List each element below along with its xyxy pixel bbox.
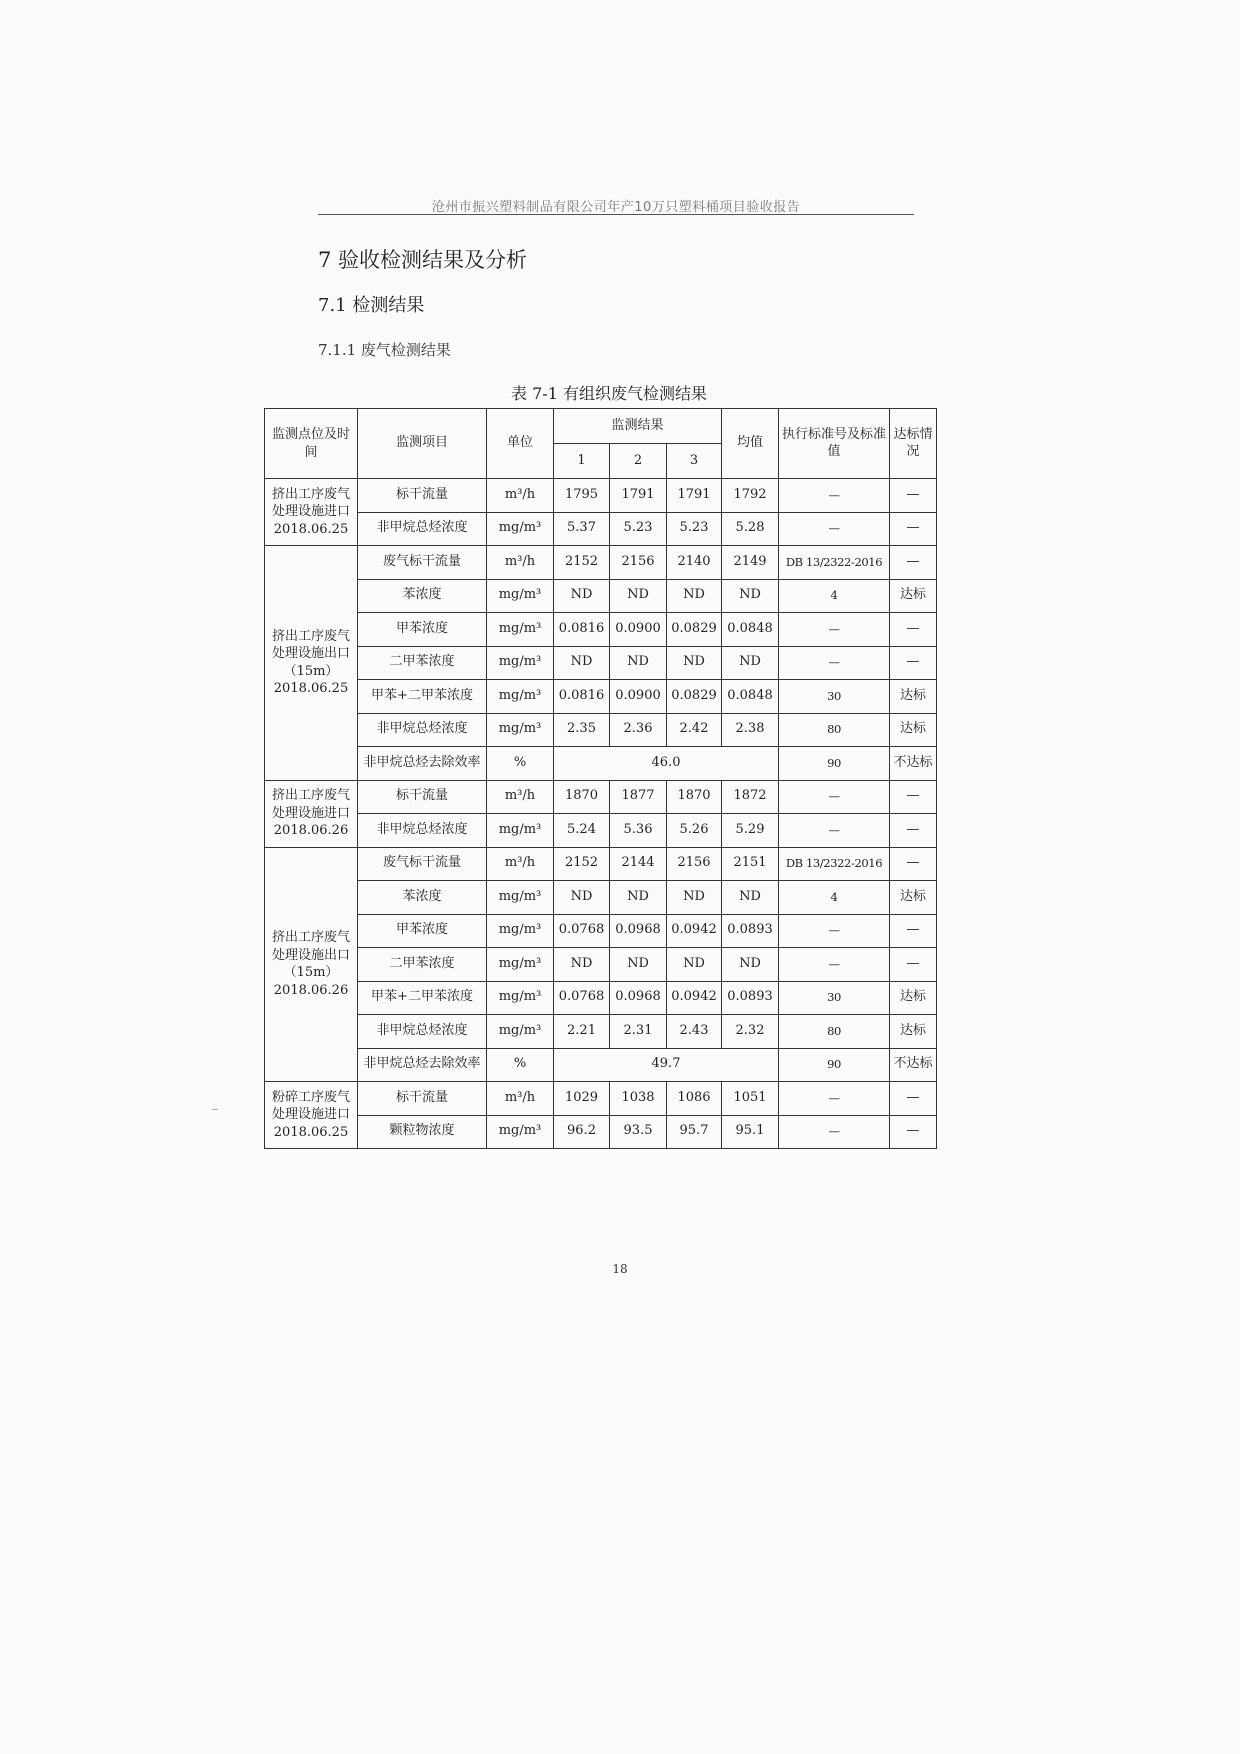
run-1-cell: 5.37 [554,512,610,546]
compliance-cell: — [890,479,937,513]
run-3-cell: 0.0942 [667,981,722,1015]
run-2-cell: ND [610,948,667,982]
table-row [265,512,937,546]
standard-cell: DB 13/2322-2016 [779,546,890,580]
table-row [265,747,937,781]
run-1-cell: ND [554,881,610,915]
run-3-cell: 2.43 [667,1015,722,1049]
standard-cell: 80 [779,713,890,747]
page-number: 18 [612,1262,628,1276]
scan-speck [212,1109,218,1110]
unit-cell: % [487,1048,554,1082]
run-3-cell: 95.7 [667,1115,722,1149]
unit-cell: mg/m³ [487,881,554,915]
avg-cell: 2149 [722,546,779,580]
run-3-cell: 1791 [667,479,722,513]
standard-cell: 30 [779,680,890,714]
table-row [265,579,937,613]
table-row [265,646,937,680]
run-2-cell: ND [610,646,667,680]
avg-cell: 2.32 [722,1015,779,1049]
item-cell: 标干流量 [358,780,487,814]
item-cell: 苯浓度 [358,881,487,915]
run-1-cell: 5.24 [554,814,610,848]
run-2-cell: 1877 [610,780,667,814]
run-2-cell: 2.36 [610,713,667,747]
run-1-cell: ND [554,948,610,982]
merged-value-cell: 49.7 [554,1048,779,1082]
standard-cell: — [779,780,890,814]
compliance-cell: — [890,948,937,982]
run-1-cell: 1029 [554,1082,610,1116]
compliance-cell: — [890,847,937,881]
run-1-cell: 2.21 [554,1015,610,1049]
results-table [264,408,937,1149]
run-2-cell: 0.0900 [610,680,667,714]
standard-cell: — [779,646,890,680]
run-2-cell: 2144 [610,847,667,881]
run-1-cell: ND [554,579,610,613]
compliance-cell: — [890,512,937,546]
table-row [265,1048,937,1082]
run-1-cell: 2.35 [554,713,610,747]
site-cell: 挤出工序废气处理设施进口2018.06.25 [265,479,358,546]
header-run-2: 2 [610,444,667,479]
subsection-heading: 7.1 检测结果 [318,295,425,316]
standard-cell: DB 13/2322-2016 [779,847,890,881]
standard-cell: 4 [779,579,890,613]
compliance-cell: 不达标 [890,1048,937,1082]
compliance-cell: 达标 [890,981,937,1015]
run-1-cell: 0.0768 [554,914,610,948]
run-2-cell: 2156 [610,546,667,580]
unit-cell: m³/h [487,780,554,814]
standard-cell: — [779,814,890,848]
item-cell: 甲苯+二甲苯浓度 [358,680,487,714]
section-heading: 7 验收检测结果及分析 [318,248,528,272]
standard-cell: — [779,479,890,513]
table-row [265,680,937,714]
run-2-cell: 93.5 [610,1115,667,1149]
standard-cell: 4 [779,881,890,915]
unit-cell: m³/h [487,1082,554,1116]
site-cell: 粉碎工序废气处理设施进口2018.06.25 [265,1082,358,1149]
table-row [265,847,937,881]
unit-cell: mg/m³ [487,646,554,680]
run-3-cell: 0.0829 [667,680,722,714]
run-2-cell: 0.0968 [610,981,667,1015]
standard-cell: — [779,1082,890,1116]
header-unit: 单位 [487,409,554,479]
avg-cell: 5.28 [722,512,779,546]
run-2-cell: 5.36 [610,814,667,848]
run-1-cell: 96.2 [554,1115,610,1149]
run-3-cell: 0.0829 [667,613,722,647]
run-2-cell: 1791 [610,479,667,513]
compliance-cell: — [890,613,937,647]
item-cell: 非甲烷总烃浓度 [358,512,487,546]
unit-cell: m³/h [487,847,554,881]
run-3-cell: 2140 [667,546,722,580]
run-3-cell: ND [667,881,722,915]
avg-cell: 0.0893 [722,914,779,948]
table-row [265,1082,937,1116]
compliance-cell: — [890,780,937,814]
compliance-cell: 达标 [890,713,937,747]
run-3-cell: 1870 [667,780,722,814]
unit-cell: mg/m³ [487,713,554,747]
table-row [265,981,937,1015]
unit-cell: mg/m³ [487,1115,554,1149]
standard-cell: 80 [779,1015,890,1049]
run-1-cell: 0.0816 [554,680,610,714]
item-cell: 非甲烷总烃去除效率 [358,747,487,781]
compliance-cell: 达标 [890,579,937,613]
compliance-cell: — [890,1082,937,1116]
run-3-cell: 2.42 [667,713,722,747]
run-3-cell: ND [667,646,722,680]
item-cell: 非甲烷总烃浓度 [358,1015,487,1049]
compliance-cell: 不达标 [890,747,937,781]
run-3-cell: 5.26 [667,814,722,848]
standard-cell: — [779,613,890,647]
avg-cell: ND [722,948,779,982]
unit-cell: m³/h [487,546,554,580]
standard-cell: 90 [779,747,890,781]
header-site: 监测点位及时间 [265,409,358,479]
run-1-cell: 1870 [554,780,610,814]
unit-cell: m³/h [487,479,554,513]
avg-cell: 1872 [722,780,779,814]
avg-cell: 1792 [722,479,779,513]
header-item: 监测项目 [358,409,487,479]
run-3-cell: 5.23 [667,512,722,546]
header-rule [318,214,914,215]
run-2-cell: ND [610,579,667,613]
table-row [265,814,937,848]
run-2-cell: 2.31 [610,1015,667,1049]
item-cell: 甲苯+二甲苯浓度 [358,981,487,1015]
unit-cell: mg/m³ [487,579,554,613]
avg-cell: ND [722,646,779,680]
compliance-cell: — [890,1115,937,1149]
avg-cell: ND [722,579,779,613]
unit-cell: mg/m³ [487,1015,554,1049]
compliance-cell: — [890,546,937,580]
unit-cell: mg/m³ [487,512,554,546]
run-3-cell: 0.0942 [667,914,722,948]
item-cell: 非甲烷总烃浓度 [358,713,487,747]
unit-cell: mg/m³ [487,814,554,848]
item-cell: 废气标干流量 [358,546,487,580]
avg-cell: 5.29 [722,814,779,848]
item-cell: 甲苯浓度 [358,914,487,948]
item-cell: 非甲烷总烃浓度 [358,814,487,848]
item-cell: 苯浓度 [358,579,487,613]
site-cell: 挤出工序废气处理设施出口（15m）2018.06.25 [265,546,358,781]
header-run-1: 1 [554,444,610,479]
header-std: 执行标准号及标准值 [779,409,890,479]
running-header: 沧州市振兴塑料制品有限公司年产10万只塑料桶项目验收报告 [431,200,801,215]
header-avg: 均值 [722,409,779,479]
subsubsection-heading: 7.1.1 废气检测结果 [318,341,451,359]
run-1-cell: 2152 [554,546,610,580]
avg-cell: 0.0848 [722,680,779,714]
run-2-cell: 0.0968 [610,914,667,948]
table-row [265,479,937,513]
run-3-cell: 2156 [667,847,722,881]
table-row [265,613,937,647]
item-cell: 标干流量 [358,479,487,513]
standard-cell: — [779,914,890,948]
avg-cell: ND [722,881,779,915]
table-row [265,948,937,982]
run-3-cell: 1086 [667,1082,722,1116]
run-1-cell: 2152 [554,847,610,881]
header-results: 监测结果 [554,409,722,444]
compliance-cell: 达标 [890,881,937,915]
site-cell: 挤出工序废气处理设施进口2018.06.26 [265,780,358,847]
table-row [265,780,937,814]
item-cell: 二甲苯浓度 [358,948,487,982]
avg-cell: 2151 [722,847,779,881]
item-cell: 甲苯浓度 [358,613,487,647]
compliance-cell: — [890,814,937,848]
compliance-cell: 达标 [890,680,937,714]
merged-value-cell: 46.0 [554,747,779,781]
standard-cell: 30 [779,981,890,1015]
table-row [265,713,937,747]
standard-cell: — [779,512,890,546]
compliance-cell: — [890,646,937,680]
unit-cell: mg/m³ [487,981,554,1015]
run-1-cell: 1795 [554,479,610,513]
run-3-cell: ND [667,948,722,982]
unit-cell: mg/m³ [487,613,554,647]
avg-cell: 2.38 [722,713,779,747]
avg-cell: 0.0848 [722,613,779,647]
table-row [265,546,937,580]
unit-cell: % [487,747,554,781]
run-3-cell: ND [667,579,722,613]
header-run-3: 3 [667,444,722,479]
run-2-cell: 5.23 [610,512,667,546]
avg-cell: 0.0893 [722,981,779,1015]
avg-cell: 1051 [722,1082,779,1116]
avg-cell: 95.1 [722,1115,779,1149]
unit-cell: mg/m³ [487,914,554,948]
unit-cell: mg/m³ [487,680,554,714]
run-2-cell: ND [610,881,667,915]
run-1-cell: ND [554,646,610,680]
site-cell: 挤出工序废气处理设施出口（15m）2018.06.26 [265,847,358,1082]
header-ok: 达标情况 [890,409,937,479]
item-cell: 标干流量 [358,1082,487,1116]
compliance-cell: — [890,914,937,948]
table-caption: 表 7-1 有组织废气检测结果 [511,384,707,403]
item-cell: 废气标干流量 [358,847,487,881]
unit-cell: mg/m³ [487,948,554,982]
compliance-cell: 达标 [890,1015,937,1049]
table-row [265,1115,937,1149]
item-cell: 二甲苯浓度 [358,646,487,680]
run-1-cell: 0.0768 [554,981,610,1015]
table-row [265,881,937,915]
run-1-cell: 0.0816 [554,613,610,647]
table-row [265,914,937,948]
item-cell: 非甲烷总烃去除效率 [358,1048,487,1082]
item-cell: 颗粒物浓度 [358,1115,487,1149]
standard-cell: — [779,1115,890,1149]
table-row [265,1015,937,1049]
run-2-cell: 1038 [610,1082,667,1116]
run-2-cell: 0.0900 [610,613,667,647]
standard-cell: — [779,948,890,982]
standard-cell: 90 [779,1048,890,1082]
